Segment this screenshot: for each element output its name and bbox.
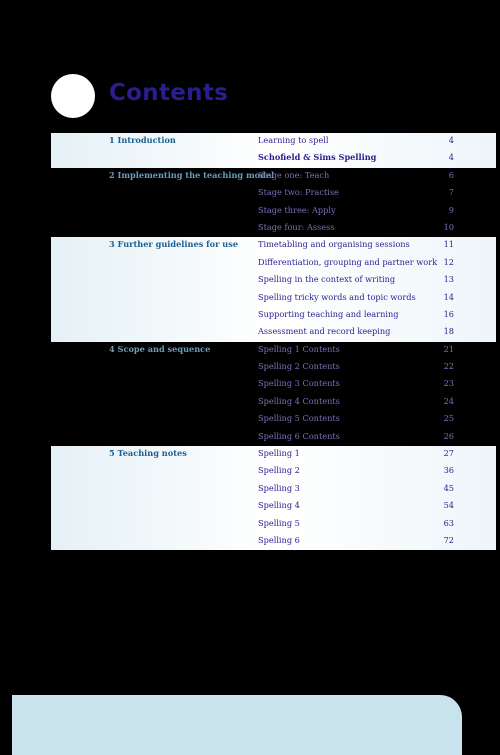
toc-section	[51, 168, 496, 238]
toc-entry-label: Assessment and record keeping	[258, 326, 391, 337]
table-of-contents	[51, 133, 496, 550]
toc-page-number: 63	[443, 517, 454, 528]
section-title: 4 Scope and sequence	[109, 343, 211, 354]
section-title: 3 Further guidelines for use	[109, 239, 239, 250]
toc-row[interactable]	[51, 429, 496, 446]
toc-entry-label: Stage three: Apply	[258, 204, 336, 215]
toc-row[interactable]	[51, 342, 496, 359]
toc-entry-label: Spelling 1 Contents	[258, 343, 340, 354]
footer-band-decoration	[12, 695, 462, 755]
toc-page-number: 22	[443, 361, 454, 372]
section-title: 5 Teaching notes	[109, 448, 187, 459]
toc-section	[51, 237, 496, 341]
toc-entry-label: Spelling 6	[258, 534, 300, 545]
toc-page-number: 45	[443, 482, 454, 493]
toc-section	[51, 342, 496, 446]
toc-row[interactable]	[51, 324, 496, 341]
toc-entry-label: Spelling 1	[258, 448, 300, 459]
toc-row[interactable]	[51, 394, 496, 411]
toc-entry-label: Schofield & Sims Spelling	[258, 152, 377, 163]
toc-entry-label: Stage two: Practise	[258, 187, 339, 198]
toc-page-number: 25	[443, 413, 454, 424]
toc-page-number: 11	[443, 239, 454, 250]
toc-row[interactable]	[51, 272, 496, 289]
toc-entry-label: Spelling 4 Contents	[258, 395, 340, 406]
toc-row[interactable]	[51, 203, 496, 220]
toc-row[interactable]	[51, 376, 496, 393]
toc-entry-label: Stage one: Teach	[258, 169, 330, 180]
toc-page-number: 4	[448, 135, 454, 145]
section-title: 1 Introduction	[109, 135, 176, 145]
toc-page-number: 6	[448, 169, 454, 180]
toc-entry-label: Timetabling and organising sessions	[258, 239, 410, 250]
toc-row[interactable]	[51, 359, 496, 376]
toc-row[interactable]	[51, 237, 496, 254]
toc-page-number: 72	[443, 534, 454, 545]
toc-entry-label: Stage four: Assess	[258, 221, 335, 232]
toc-page-number: 14	[443, 291, 454, 302]
section-title: 2 Implementing the teaching model	[109, 169, 275, 180]
toc-entry-label: Spelling 3	[258, 482, 300, 493]
toc-row[interactable]	[51, 185, 496, 202]
toc-page-number: 10	[443, 221, 454, 232]
toc-entry-label: Spelling tricky words and topic words	[258, 291, 416, 302]
toc-row[interactable]	[51, 168, 496, 185]
toc-entry-label: Spelling in the context of writing	[258, 274, 396, 285]
toc-row[interactable]	[51, 220, 496, 237]
toc-page-number: 12	[443, 256, 454, 267]
toc-page-number: 27	[443, 448, 454, 459]
toc-row[interactable]	[51, 463, 496, 480]
toc-entry-label: Learning to spell	[258, 135, 329, 145]
toc-row[interactable]	[51, 498, 496, 515]
toc-section	[51, 446, 496, 550]
toc-row[interactable]	[51, 150, 496, 167]
toc-section	[51, 133, 496, 168]
toc-page-number: 16	[443, 308, 454, 319]
toc-entry-label: Spelling 5 Contents	[258, 413, 340, 424]
toc-row[interactable]	[51, 290, 496, 307]
toc-row[interactable]	[51, 133, 496, 150]
toc-entry-label: Spelling 6 Contents	[258, 430, 340, 441]
toc-page-number: 13	[443, 274, 454, 285]
toc-row[interactable]	[51, 446, 496, 463]
toc-page-number: 21	[443, 343, 454, 354]
toc-page-number: 23	[443, 378, 454, 389]
toc-entry-label: Spelling 4	[258, 500, 300, 511]
toc-entry-label: Differentiation, grouping and partner work	[258, 256, 438, 267]
toc-entry-label: Spelling 5	[258, 517, 300, 528]
toc-row[interactable]	[51, 481, 496, 498]
toc-entry-label: Supporting teaching and learning	[258, 308, 399, 319]
toc-row[interactable]	[51, 255, 496, 272]
toc-entry-label: Spelling 2	[258, 465, 300, 476]
toc-page-number: 9	[448, 204, 454, 215]
toc-row[interactable]	[51, 516, 496, 533]
toc-page-number: 4	[448, 152, 454, 163]
toc-row[interactable]	[51, 411, 496, 428]
toc-row[interactable]	[51, 307, 496, 324]
page-title: Contents	[109, 80, 229, 106]
toc-page-number: 36	[443, 465, 454, 476]
toc-row[interactable]	[51, 533, 496, 550]
toc-page-number: 18	[443, 326, 454, 337]
header-circle-decoration	[51, 74, 95, 118]
toc-page-number: 24	[443, 395, 454, 406]
toc-entry-label: Spelling 3 Contents	[258, 378, 340, 389]
toc-entry-label: Spelling 2 Contents	[258, 361, 340, 372]
toc-page-number: 7	[448, 187, 454, 198]
toc-page-number: 54	[443, 500, 454, 511]
toc-page-number: 26	[443, 430, 454, 441]
